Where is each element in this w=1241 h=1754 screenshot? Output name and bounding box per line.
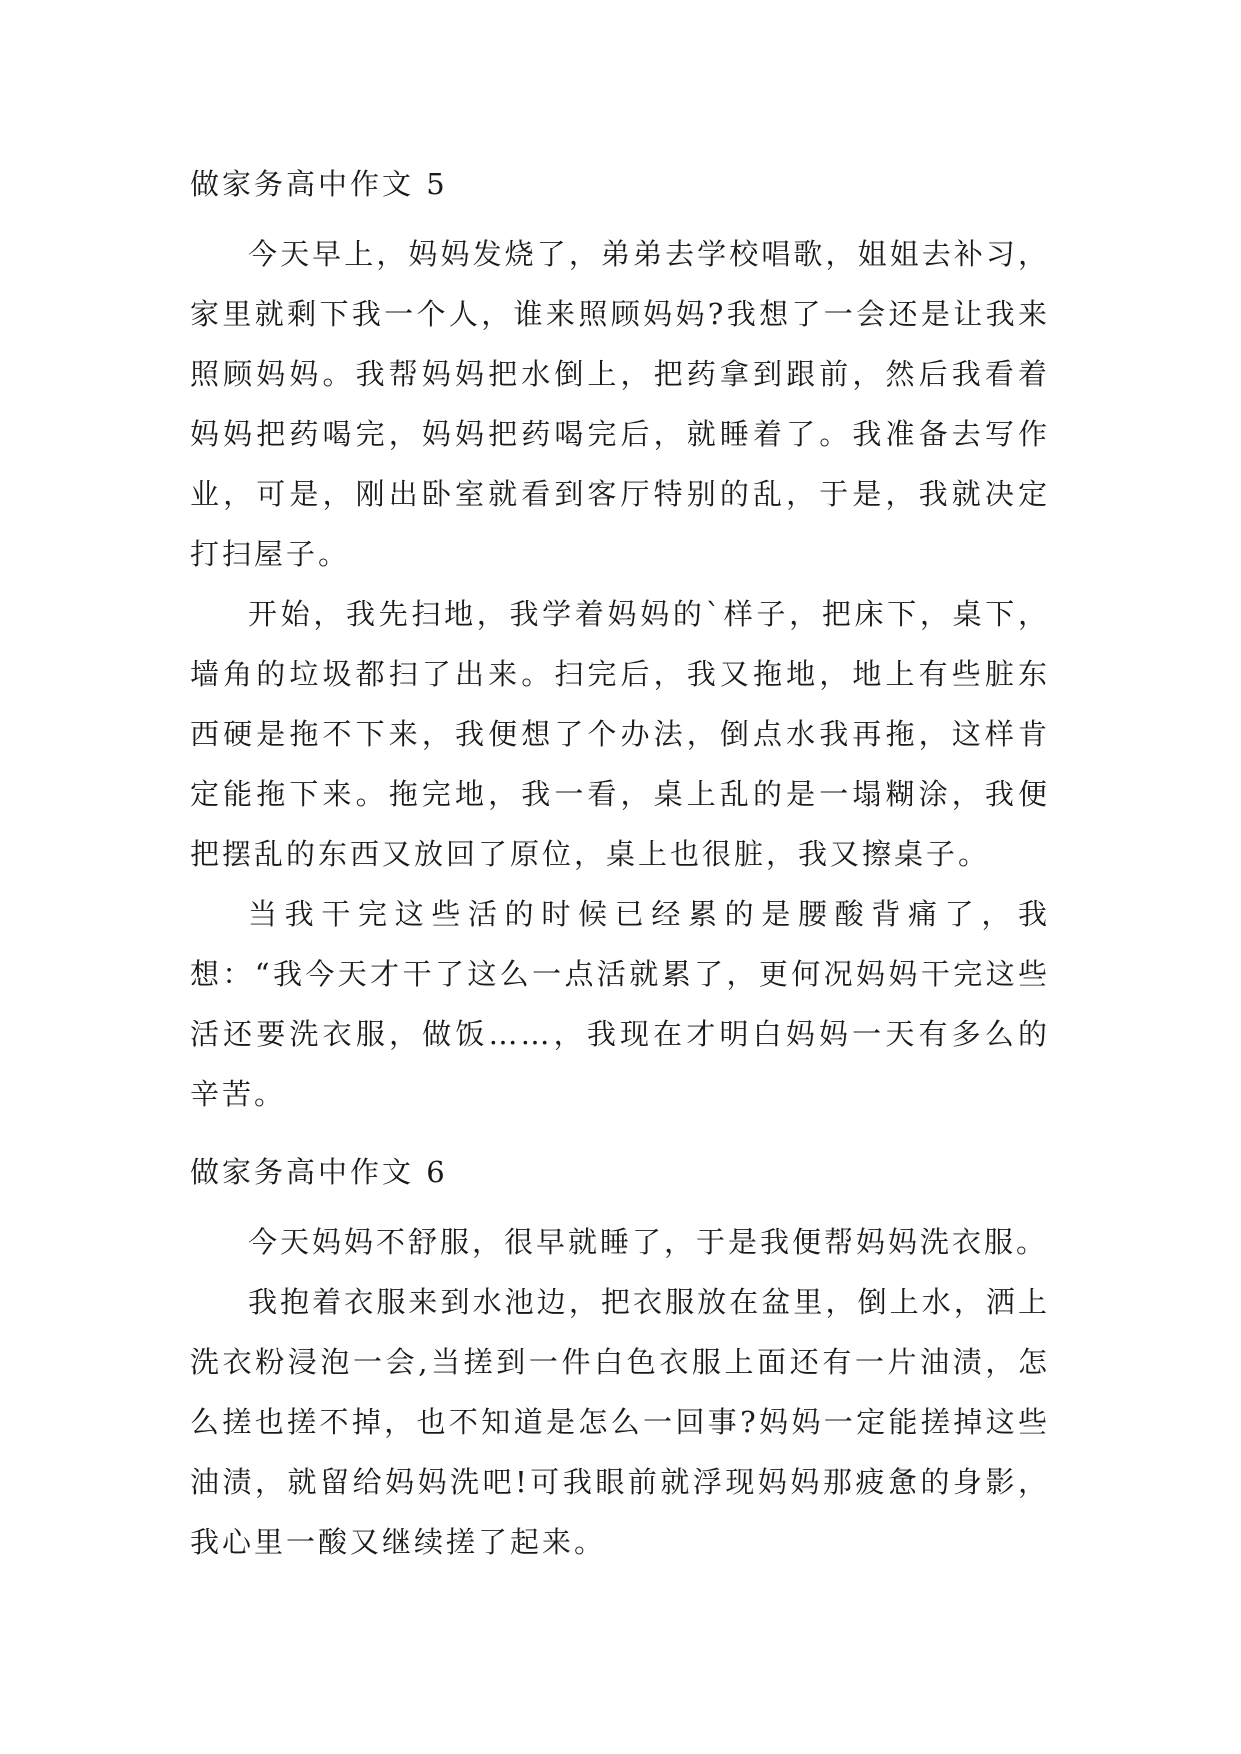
- essay-paragraph: 当我干完这些活的时候已经累的是腰酸背痛了，我想：“我今天才干了这么一点活就累了，更何况妈妈干完这些活还要洗衣服，做饭……，我现在才明白妈妈一天有多么的辛苦。: [190, 897, 1050, 1111]
- essay-paragraph: 开始，我先扫地，我学着妈妈的`样子，把床下，桌下，墙角的垃圾都扫了出来。扫完后，我又拖地，地上有些脏东西硬是拖不下来，我便想了个办法，倒点水我再拖，这样肯定能拖下来。拖完地，我一看，桌上乱的是一塌糊涂，我便把摆乱的东西又放回了原位，桌上也很脏，我又擦桌子。: [190, 597, 1050, 871]
- essay-section-6: [190, 1150, 1050, 1572]
- essay-section-5: [190, 162, 1050, 1124]
- essay-paragraph: 今天早上，妈妈发烧了，弟弟去学校唱歌，姐姐去补习，家里就剩下我一个人，谁来照顾妈妈?我想了一会还是让我来照顾妈妈。我帮妈妈把水倒上，把药拿到跟前，然后我看着妈妈把药喝完，妈妈把药喝完后，就睡着了。我准备去写作业，可是，刚出卧室就看到客厅特别的乱，于是，我就决定打扫屋子。: [190, 237, 1050, 571]
- essay-heading: 做家务高中作文 6: [190, 1155, 448, 1189]
- essay-paragraph: 今天妈妈不舒服，很早就睡了，于是我便帮妈妈洗衣服。: [248, 1225, 1049, 1259]
- essay-heading: 做家务高中作文 5: [190, 167, 448, 201]
- essay-paragraph: 我抱着衣服来到水池边，把衣服放在盆里，倒上水，洒上洗衣粉浸泡一会,当搓到一件白色衣服上面还有一片油渍，怎么搓也搓不掉，也不知道是怎么一回事?妈妈一定能搓掉这些油渍，就留给妈妈洗吧!可我眼前就浮现妈妈那疲惫的身影，我心里一酸又继续搓了起来。: [190, 1285, 1050, 1559]
